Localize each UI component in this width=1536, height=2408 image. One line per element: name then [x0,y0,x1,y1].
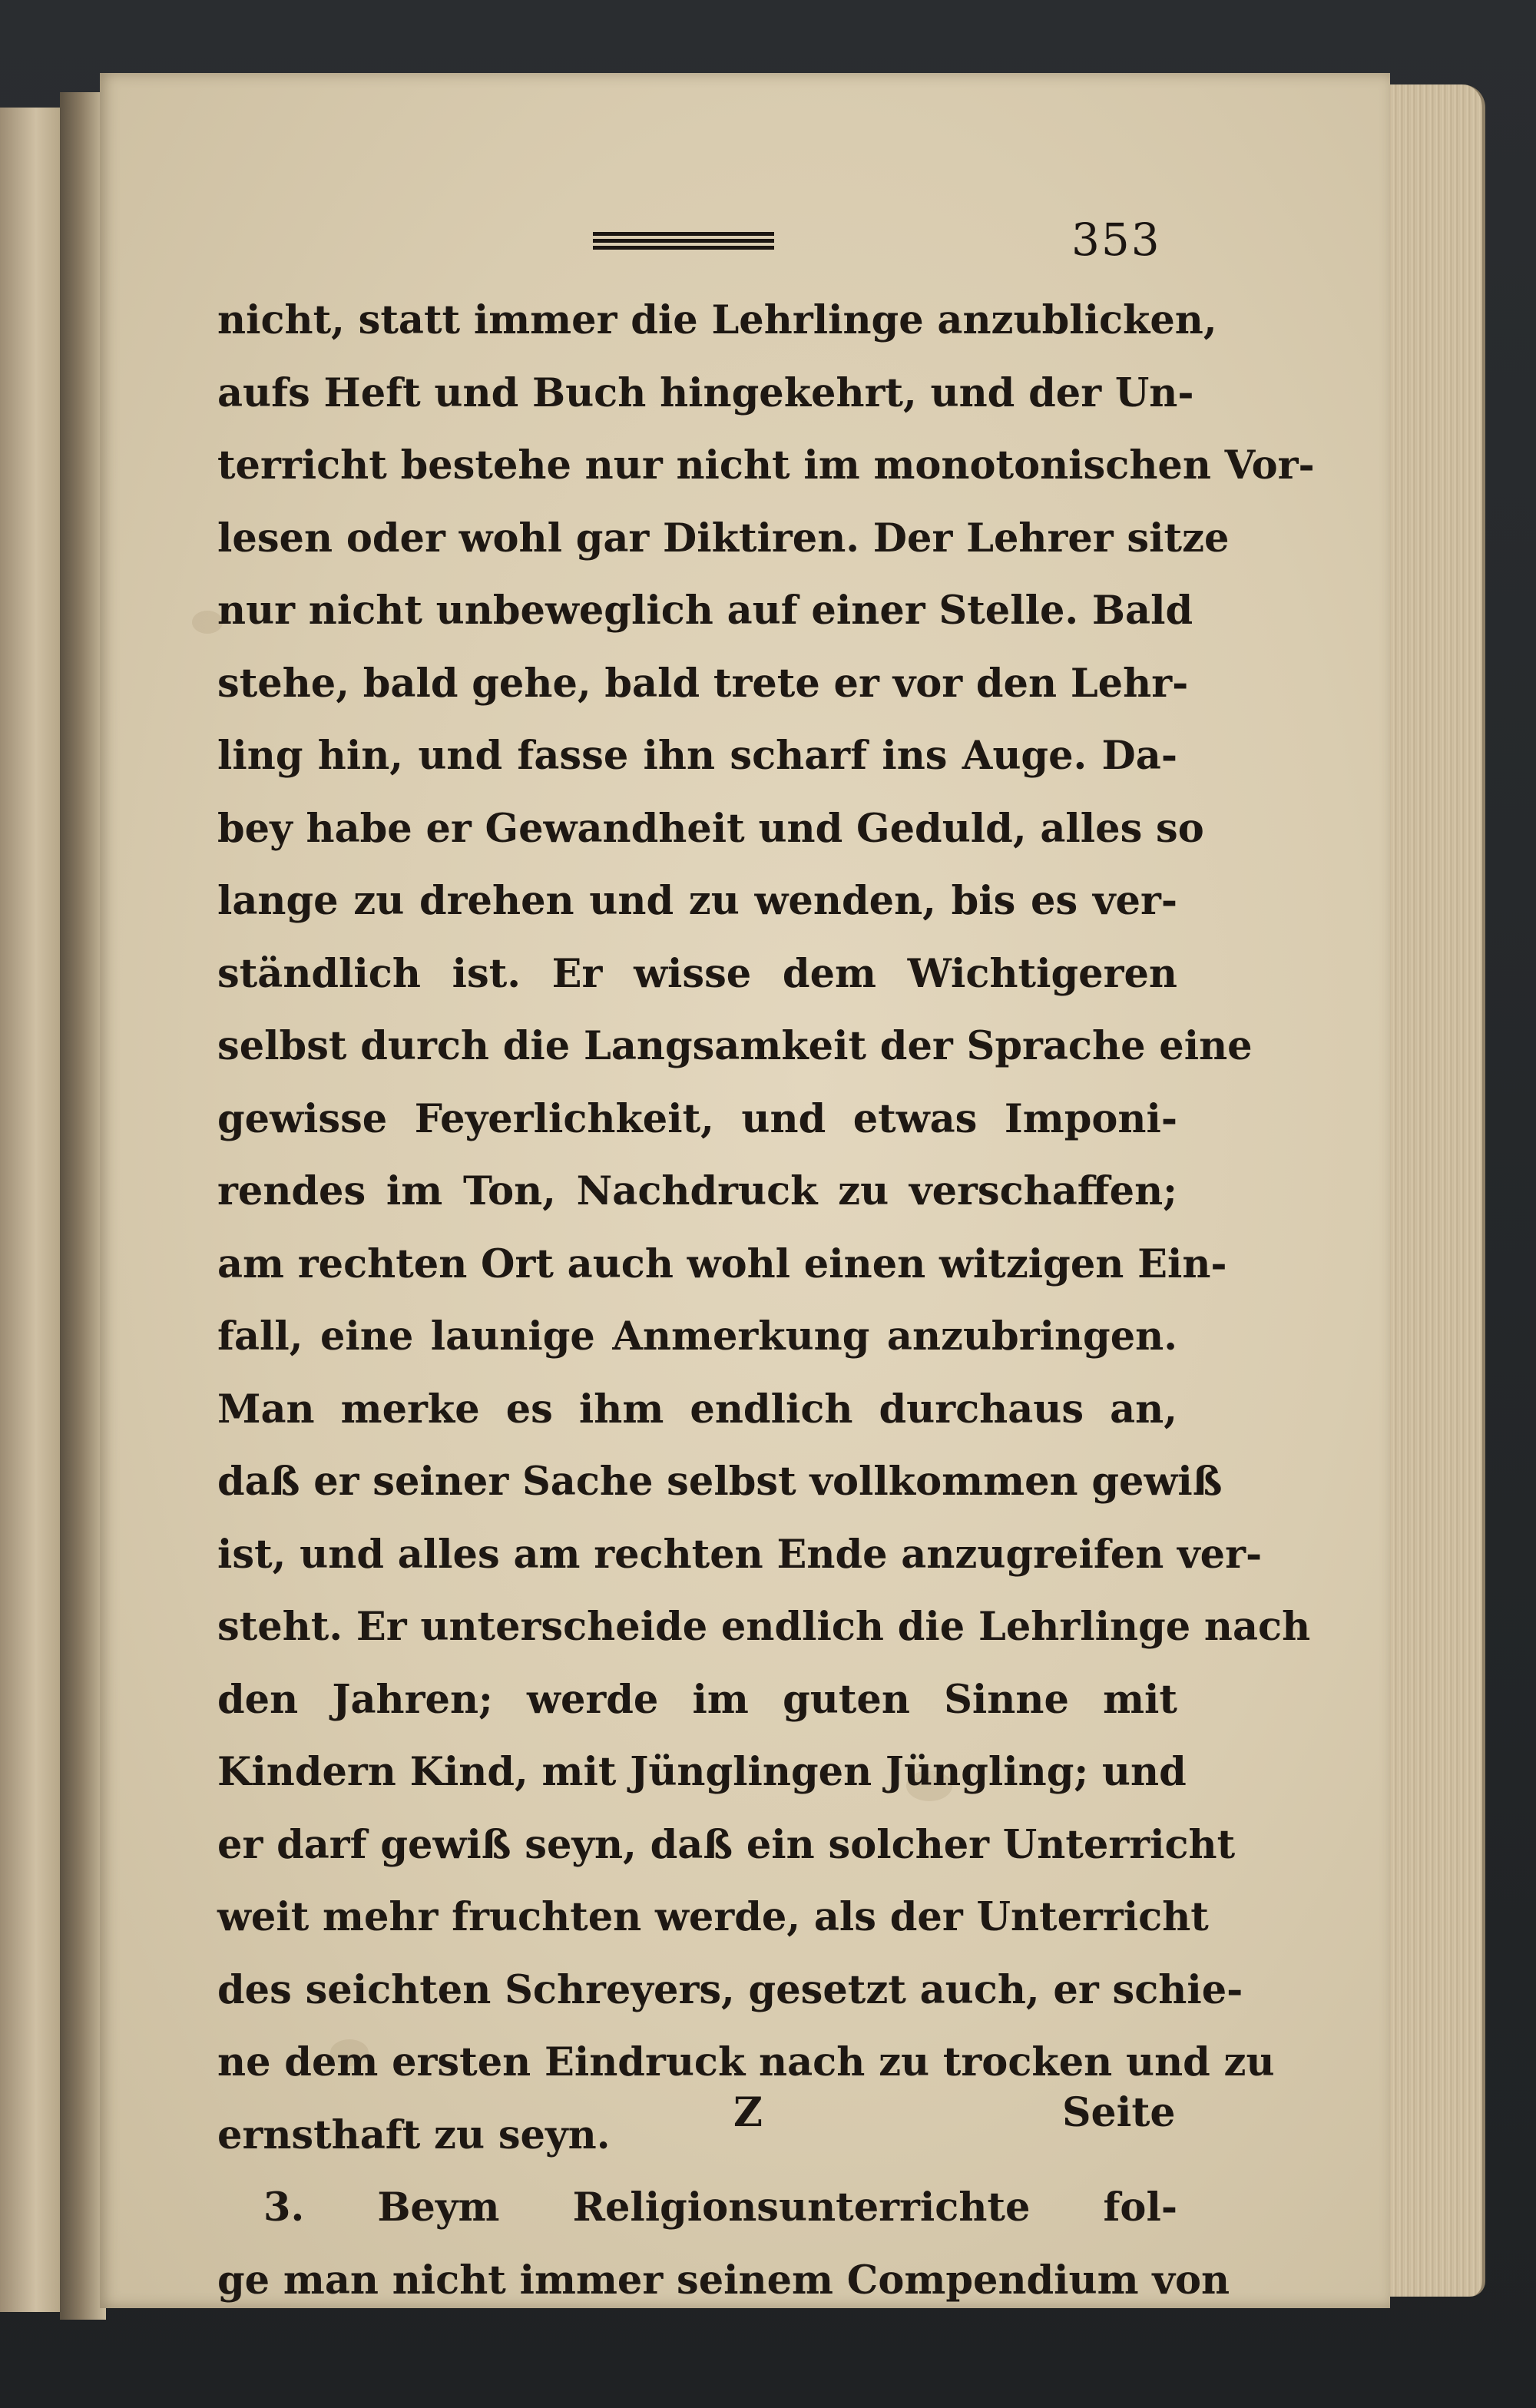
text-line: am rechten Ort auch wohl einen witzigen Ein‐ [217,1240,1227,1287]
text-line: 3. Beym Religionsunterrichte fol‐ [263,2184,1177,2231]
text-line: rendes im Ton, Nachdruck zu verschaffen; [217,1168,1177,1214]
text-line: ernsthaft zu seyn. [217,2112,611,2158]
text-line: bey habe er Gewandheit und Geduld, alles so [217,805,1204,852]
page-number: 353 [1071,214,1161,266]
text-line: gewisse Feyerlichkeit, und etwas Imponi‐ [217,1095,1177,1142]
page-body-text [217,284,1315,2317]
text-line: des seichten Schreyers, gesetzt auch, er schie‐ [217,1966,1243,2013]
catchword: Seite [1062,2089,1176,2136]
text-line: lange zu drehen und zu wenden, bis es ver‐ [217,878,1177,924]
text-line: den Jahren; werde im guten Sinne mit [217,1676,1177,1723]
text-line: nicht, statt immer die Lehrlinge anzublicken, [217,297,1217,343]
book-gutter [60,92,106,2320]
header-rule-ornament [593,232,774,249]
text-line: selbst durch die Langsamkeit der Sprache eine [217,1023,1253,1069]
signature-mark: Z [733,2089,763,2136]
text-line: ge man nicht immer seinem Compendium von [217,2257,1230,2304]
text-line: steht. Er unterscheide endlich die Lehrlinge nach [217,1604,1311,1650]
text-line: lesen oder wohl gar Diktiren. Der Lehrer sitze [217,515,1230,561]
text-line: Man merke es ihm endlich durchaus an, [217,1386,1177,1433]
text-line: ständlich ist. Er wisse dem Wichtigeren [217,950,1177,997]
text-line: er darf gewiß seyn, daß ein solcher Unterricht [217,1821,1236,1868]
text-line: stehe, bald gehe, bald trete er vor den Lehr‐ [217,660,1189,707]
text-line: ist, und alles am rechten Ende anzugreifen ver‐ [217,1531,1263,1578]
text-line: ling hin, und fasse ihn scharf ins Auge. Da‐ [217,733,1177,779]
text-line: Kindern Kind, mit Jünglingen Jüngling; und [217,1749,1187,1795]
text-line: weit mehr fruchten werde, als der Unterricht [217,1894,1209,1940]
text-line: daß er seiner Sache selbst vollkommen gewiß [217,1459,1223,1505]
text-line: ne dem ersten Eindruck nach zu trocken und zu [217,2039,1275,2085]
previous-page-edge [0,108,62,2312]
text-line: aufs Heft und Buch hingekehrt, und der Un‐ [217,369,1194,416]
text-line: fall, eine launige Anmerkung anzubringen. [217,1313,1177,1360]
text-line: nur nicht unbeweglich auf einer Stelle. Bald [217,588,1193,634]
text-line: terricht bestehe nur nicht im monotonischen Vor‐ [217,442,1315,489]
